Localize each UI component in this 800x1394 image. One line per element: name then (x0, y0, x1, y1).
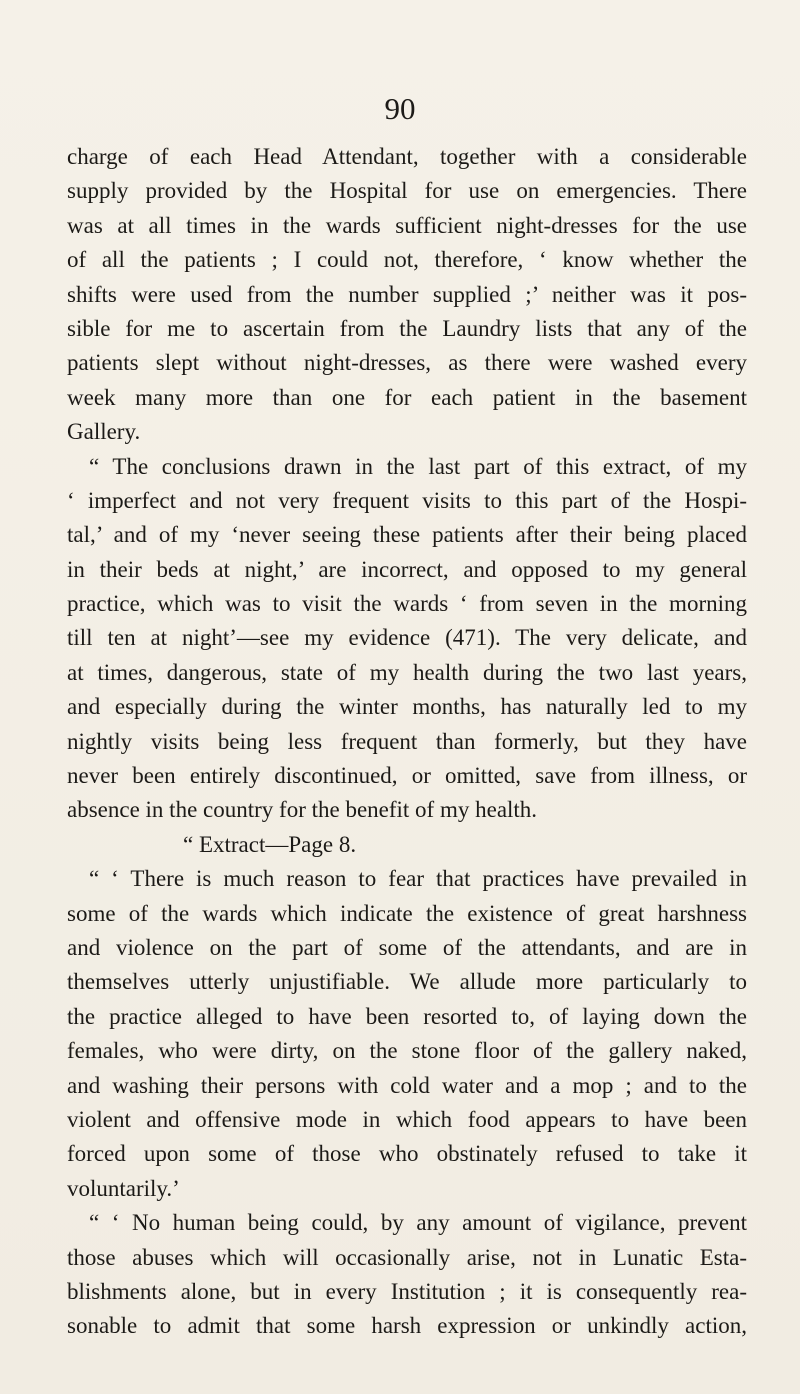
text-line: of all the patients ; I could not, therefore, ‘ know whether the (67, 247, 747, 273)
text-line: “ ‘ No human being could, by any amount of vigilance, prevent (89, 1210, 747, 1236)
text-line: tal,’ and of my ‘never seeing these patients after their being placed (67, 522, 747, 548)
text-line: females, who were dirty, on the stone floor of the gallery naked, (67, 1038, 747, 1064)
text-line: some of the wards which indicate the existence of great harshness (67, 900, 747, 926)
text-line: “ Extract—Page 8. (183, 831, 357, 857)
page-number: 90 (384, 91, 416, 126)
text-line: sonable to admit that some harsh expression or unkindly action, (67, 1313, 747, 1339)
text-line: at times, dangerous, state of my health during the two last years, (67, 659, 747, 685)
text-line: week many more than one for each patient in the basement (67, 384, 747, 410)
text-line: and violence on the part of some of the attendants, and are in (67, 934, 747, 960)
text-line: violent and offensive mode in which food appears to have been (67, 1106, 747, 1132)
text-line: practice, which was to visit the wards ‘ from seven in the morning (67, 591, 747, 617)
text-line: forced upon some of those who obstinately refused to take it (67, 1141, 747, 1167)
text-line: in their beds at night,’ are incorrect, and opposed to my general (67, 556, 747, 582)
text-line: blishments alone, but in every Institution ; it is consequently rea- (67, 1278, 747, 1304)
body-text (67, 140, 747, 1344)
text-line: voluntarily.’ (67, 1175, 180, 1201)
text-line: themselves utterly unjustifiable. We allude more particularly to (67, 969, 747, 995)
text-line: charge of each Head Attendant, together with a considerable (67, 144, 747, 169)
text-line: ‘ imperfect and not very frequent visits to this part of the Hospi- (67, 487, 747, 513)
text-line: those abuses which will occasionally arise, not in Lunatic Esta- (67, 1244, 747, 1270)
text-line: “ ‘ There is much reason to fear that practices have prevailed in (89, 866, 747, 892)
text-line: nightly visits being less frequent than formerly, but they have (67, 728, 747, 754)
text-line: Gallery. (67, 419, 141, 445)
text-line: and especially during the winter months, has naturally led to my (67, 694, 747, 720)
text-line: was at all times in the wards sufficient night-dresses for the use (67, 212, 747, 238)
text-line: patients slept without night-dresses, as there were washed every (67, 350, 747, 376)
text-line: till ten at night’—see my evidence (471). The very delicate, and (67, 625, 747, 651)
text-line: shifts were used from the number supplied ;’ neither was it pos- (67, 281, 747, 307)
text-line: “ The conclusions drawn in the last part of this extract, of my (89, 453, 747, 479)
text-line: and washing their persons with cold water and a mop ; and to the (67, 1072, 747, 1098)
text-line: never been entirely discontinued, or omitted, save from illness, or (67, 763, 747, 789)
text-line: absence in the country for the benefit of my health. (67, 797, 538, 823)
text-line: supply provided by the Hospital for use on emergencies. There (67, 178, 747, 204)
text-line: the practice alleged to have been resorted to, of laying down the (67, 1003, 747, 1029)
text-line: sible for me to ascertain from the Laundry lists that any of the (67, 315, 747, 341)
